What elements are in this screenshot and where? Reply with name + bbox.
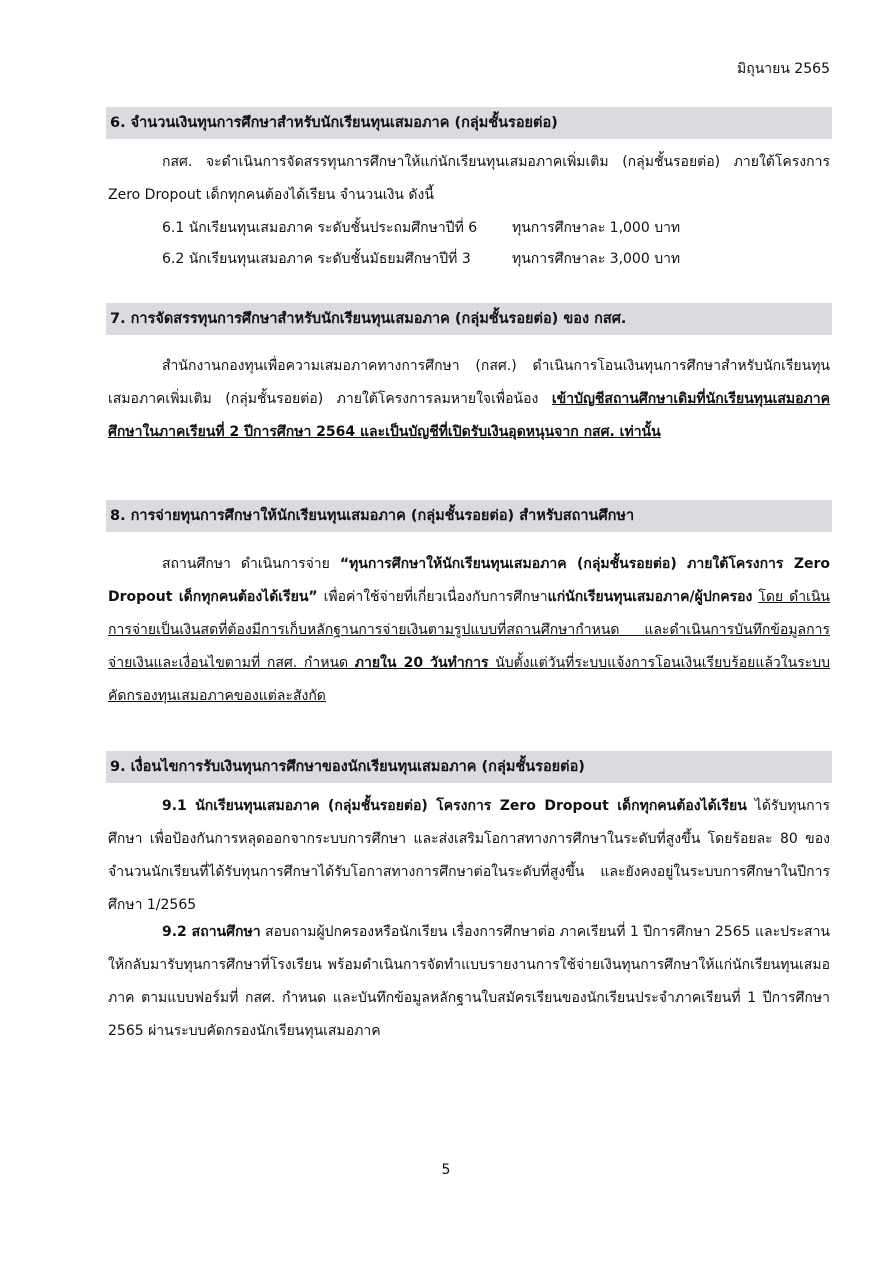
section-6-body: กสศ. จะดำเนินการจัดสรรทุนการศึกษาให้แก่นักเรียนทุนเสมอภาคเพิ่มเติม (กลุ่มชั้นรอยต่อ) ภายใต้โครงการ Zero Dropout เด็กทุกคนต้องได้เรียน จำนวนเงิน ดังนี้	[108, 154, 830, 203]
body-underline: โดย ดำเนินการจ่ายเป็นเงินสดที่ต้องมีการเก็บหลักฐานการจ่ายเงินตามรูปแบบที่สถานศึกษากำหนด และดำเนินการบันทึกข้อมูลการจ่ายเงินและเงื่อนไขตามที่ กสศ. กำหนด	[108, 589, 830, 671]
body-emphasis: เข้าบัญชีสถานศึกษาเดิมที่นักเรียนทุนเสมอภาคศึกษาในภาคเรียนที่ 2 ปีการศึกษา 2564 และเป็นบัญชีที่เปิดรับเงินอุดหนุนจาก กสศ. เท่านั้น	[108, 391, 830, 440]
body-text: สำนักงานกองทุนเพื่อความเสมอภาคทางการศึกษา (กสศ.) ดำเนินการโอนเงินทุนการศึกษาสำหรับนักเรียนทุนเสมอภาคเพิ่มเติม (กลุ่มชั้นรอยต่อ) ภายใต้โครงการลมหายใจเพื่อน้อง	[108, 358, 830, 407]
section-9-para-2	[108, 916, 830, 1048]
para-text: สอบถามผู้ปกครองหรือนักเรียน เรื่องการศึกษาต่อ ภาคเรียนที่ 1 ปีการศึกษา 2565 และประสานให้กลับมารับทุนการศึกษาที่โรงเรียน พร้อมดำเนินการจัดทำแบบรายงานการใช้จ่ายเงินทุนการศึกษาให้แก่นักเรียนทุนเสมอภาค ตามแบบฟอร์มที่ กสศ. กำหนด และบันทึกข้อมูลหลักฐานใบสมัครเรียนของนักเรียนประจำภาคเรียนที่ 1 ปีการศึกษา 2565 ผ่านระบบคัดกรองนักเรียนทุนเสมอภาค	[108, 924, 831, 1039]
section-7-heading: 7. การจัดสรรทุนการศึกษาสำหรับนักเรียนทุนเสมอภาค (กลุ่มชั้นรอยต่อ) ของ กสศ.	[106, 303, 832, 335]
para-text: ได้รับทุนการศึกษา เพื่อป้องกันการหลุดออกจากระบบการศึกษา และส่งเสริมโอกาสทางการศึกษาในระดับที่สูงขึ้น โดยร้อยละ 80 ของจำนวนนักเรียนที่ได้รับทุนการศึกษาได้รับโอกาสทางการศึกษาต่อในระดับที่สูงขึ้น และยังคงอยู่ในระบบการศึกษาในปีการศึกษา 1/2565	[108, 798, 830, 913]
para-lead: 9.2 สถานศึกษา	[162, 924, 261, 940]
section-6-item-1	[162, 217, 681, 239]
item-label: 6.1 นักเรียนทุนเสมอภาค ระดับชั้นประถมศึกษาปีที่ 6	[162, 220, 478, 236]
body-text: เพื่อค่าใช้จ่ายที่เกี่ยวเนื่องกับการศึกษา	[317, 589, 548, 605]
body-text: สถานศึกษา ดำเนินการจ่าย	[162, 556, 340, 572]
header-date: มิถุนายน 2565	[737, 61, 830, 77]
body-recipient: แก่นักเรียนทุนเสมอภาค/ผู้ปกครอง	[547, 589, 753, 605]
section-8-body	[108, 548, 830, 713]
page-number: 5	[441, 1162, 451, 1178]
item-amount: ทุนการศึกษาละ 1,000 บาท	[512, 220, 681, 236]
para-lead: 9.1 นักเรียนทุนเสมอภาค (กลุ่มชั้นรอยต่อ) โครงการ Zero Dropout เด็กทุกคนต้องได้เรียน	[162, 798, 747, 814]
body-underline-end: นับตั้งแต่วันที่ระบบแจ้งการโอนเงินเรียบร้อยแล้วในระบบคัดกรองทุนเสมอภาคของแต่ละสังกัด	[108, 655, 831, 704]
section-6-heading: 6. จำนวนเงินทุนการศึกษาสำหรับนักเรียนทุนเสมอภาค (กลุ่มชั้นรอยต่อ)	[106, 107, 832, 139]
section-6-item-2	[162, 248, 681, 270]
item-amount: ทุนการศึกษาละ 3,000 บาท	[512, 251, 681, 267]
body-quote: “ทุนการศึกษาให้นักเรียนทุนเสมอภาค (กลุ่มชั้นรอยต่อ) ภายใต้โครงการ Zero Dropout เด็กทุกคนต้องได้เรียน”	[108, 556, 830, 605]
section-9-para-1	[108, 790, 830, 922]
item-label: 6.2 นักเรียนทุนเสมอภาค ระดับชั้นมัธยมศึกษาปีที่ 3	[162, 251, 471, 267]
section-9-heading: 9. เงื่อนไขการรับเงินทุนการศึกษาของนักเรียนทุนเสมอภาค (กลุ่มชั้นรอยต่อ)	[106, 751, 832, 783]
section-7-body	[108, 350, 830, 449]
body-deadline: ภายใน 20 วันทำการ	[354, 655, 489, 671]
section-8-heading: 8. การจ่ายทุนการศึกษาให้นักเรียนทุนเสมอภาค (กลุ่มชั้นรอยต่อ) สำหรับสถานศึกษา	[106, 500, 832, 532]
